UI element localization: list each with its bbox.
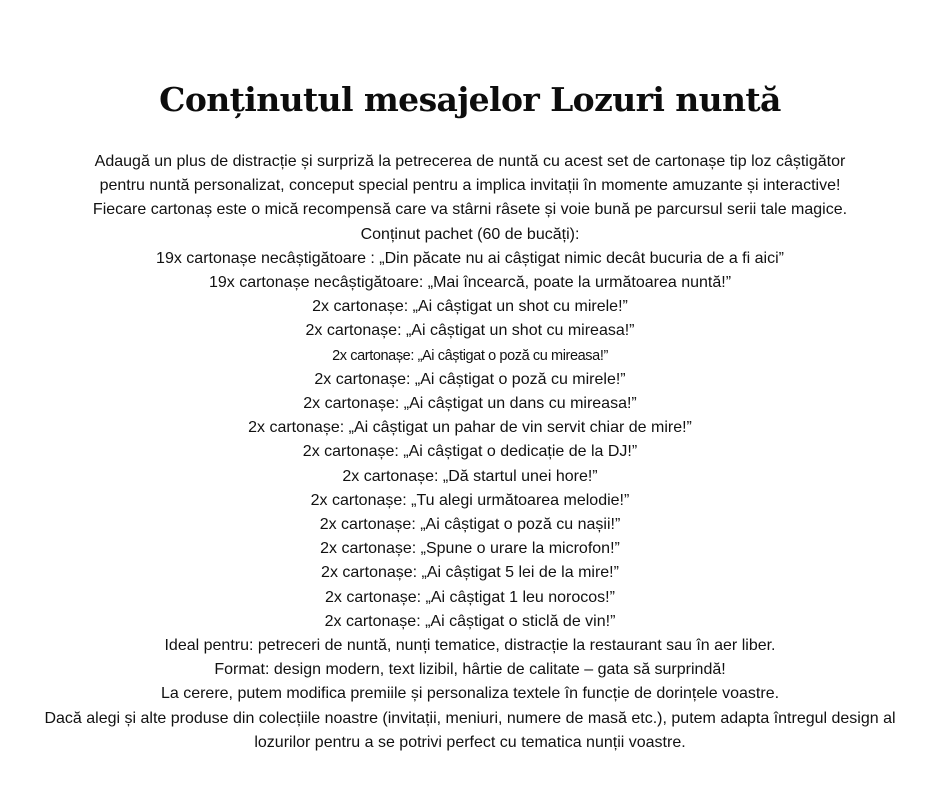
list-item: 2x cartonașe: „Ai câștigat un shot cu mireasa!” <box>305 322 635 340</box>
list-item: 2x cartonașe: „Ai câștigat 5 lei de la mire!” <box>321 564 619 582</box>
list-item: 2x cartonașe: „Ai câștigat o poză cu mireasa!” <box>332 347 608 364</box>
list-item: 2x cartonașe: „Ai câștigat 1 leu norocos!” <box>325 588 615 606</box>
package-heading: Conținut pachet (60 de bucăți): <box>360 225 580 243</box>
adapt-paragraph: Dacă alegi și alte produse din colecțiile noastre (invitații, meniuri, numere de masă etc.), putem adapta întregul design al lozurilor pentru a se potrivi perfect cu tematica nunții voastre. <box>44 709 896 751</box>
custom-line: La cerere, putem modifica premiile și personaliza textele în funcție de dorințele voastre. <box>160 685 780 703</box>
list-item: 2x cartonașe: „Ai câștigat o poză cu mirele!” <box>314 370 626 388</box>
intro-line-3: Fiecare cartonaș este o mică recompensă care va stârni râsete și voie bună pe parcursul serii tale magice. <box>92 201 848 219</box>
list-item: 2x cartonașe: „Ai câștigat un dans cu mireasa!” <box>303 395 637 413</box>
description-body <box>20 150 920 755</box>
ideal-for-line: Ideal pentru: petreceri de nuntă, nunți tematice, distracție la restaurant sau în aer liber. <box>164 637 776 655</box>
list-item: 19x cartonașe necâștigătoare: „Mai încearcă, poate la următoarea nuntă!” <box>208 274 732 292</box>
list-item: 2x cartonașe: „Ai câștigat o dedicație de la DJ!” <box>302 443 638 461</box>
list-item: 2x cartonașe: „Dă startul unei hore!” <box>342 467 598 485</box>
list-item: 19x cartonașe necâștigătoare : „Din păcate nu ai câștigat nimic decât bucuria de a fi aici” <box>156 249 784 267</box>
list-item: 2x cartonașe: „Ai câștigat un shot cu mirele!” <box>312 298 628 316</box>
intro-line-1: Adaugă un plus de distracție și surpriză la petrecerea de nuntă cu acest set de cartonașe tip loz câștigător <box>94 153 846 170</box>
list-item: 2x cartonașe: „Spune o urare la microfon!” <box>320 540 620 558</box>
page-title: Conținutul mesajelor Lozuri nuntă <box>159 80 781 119</box>
intro-line-2: pentru nuntă personalizat, conceput special pentru a implica invitații în momente amuzante și interactive! <box>99 177 841 195</box>
list-item: 2x cartonașe: „Ai câștigat o poză cu nașii!” <box>319 516 621 534</box>
list-item: 2x cartonașe: „Ai câștigat o sticlă de vin!” <box>324 612 616 630</box>
list-item: 2x cartonașe: „Ai câștigat un pahar de vin servit chiar de mire!” <box>248 419 692 437</box>
format-line: Format: design modern, text lizibil, hârtie de calitate – gata să surprindă! <box>214 661 726 679</box>
list-item: 2x cartonașe: „Tu alegi următoarea melodie!” <box>310 491 630 509</box>
